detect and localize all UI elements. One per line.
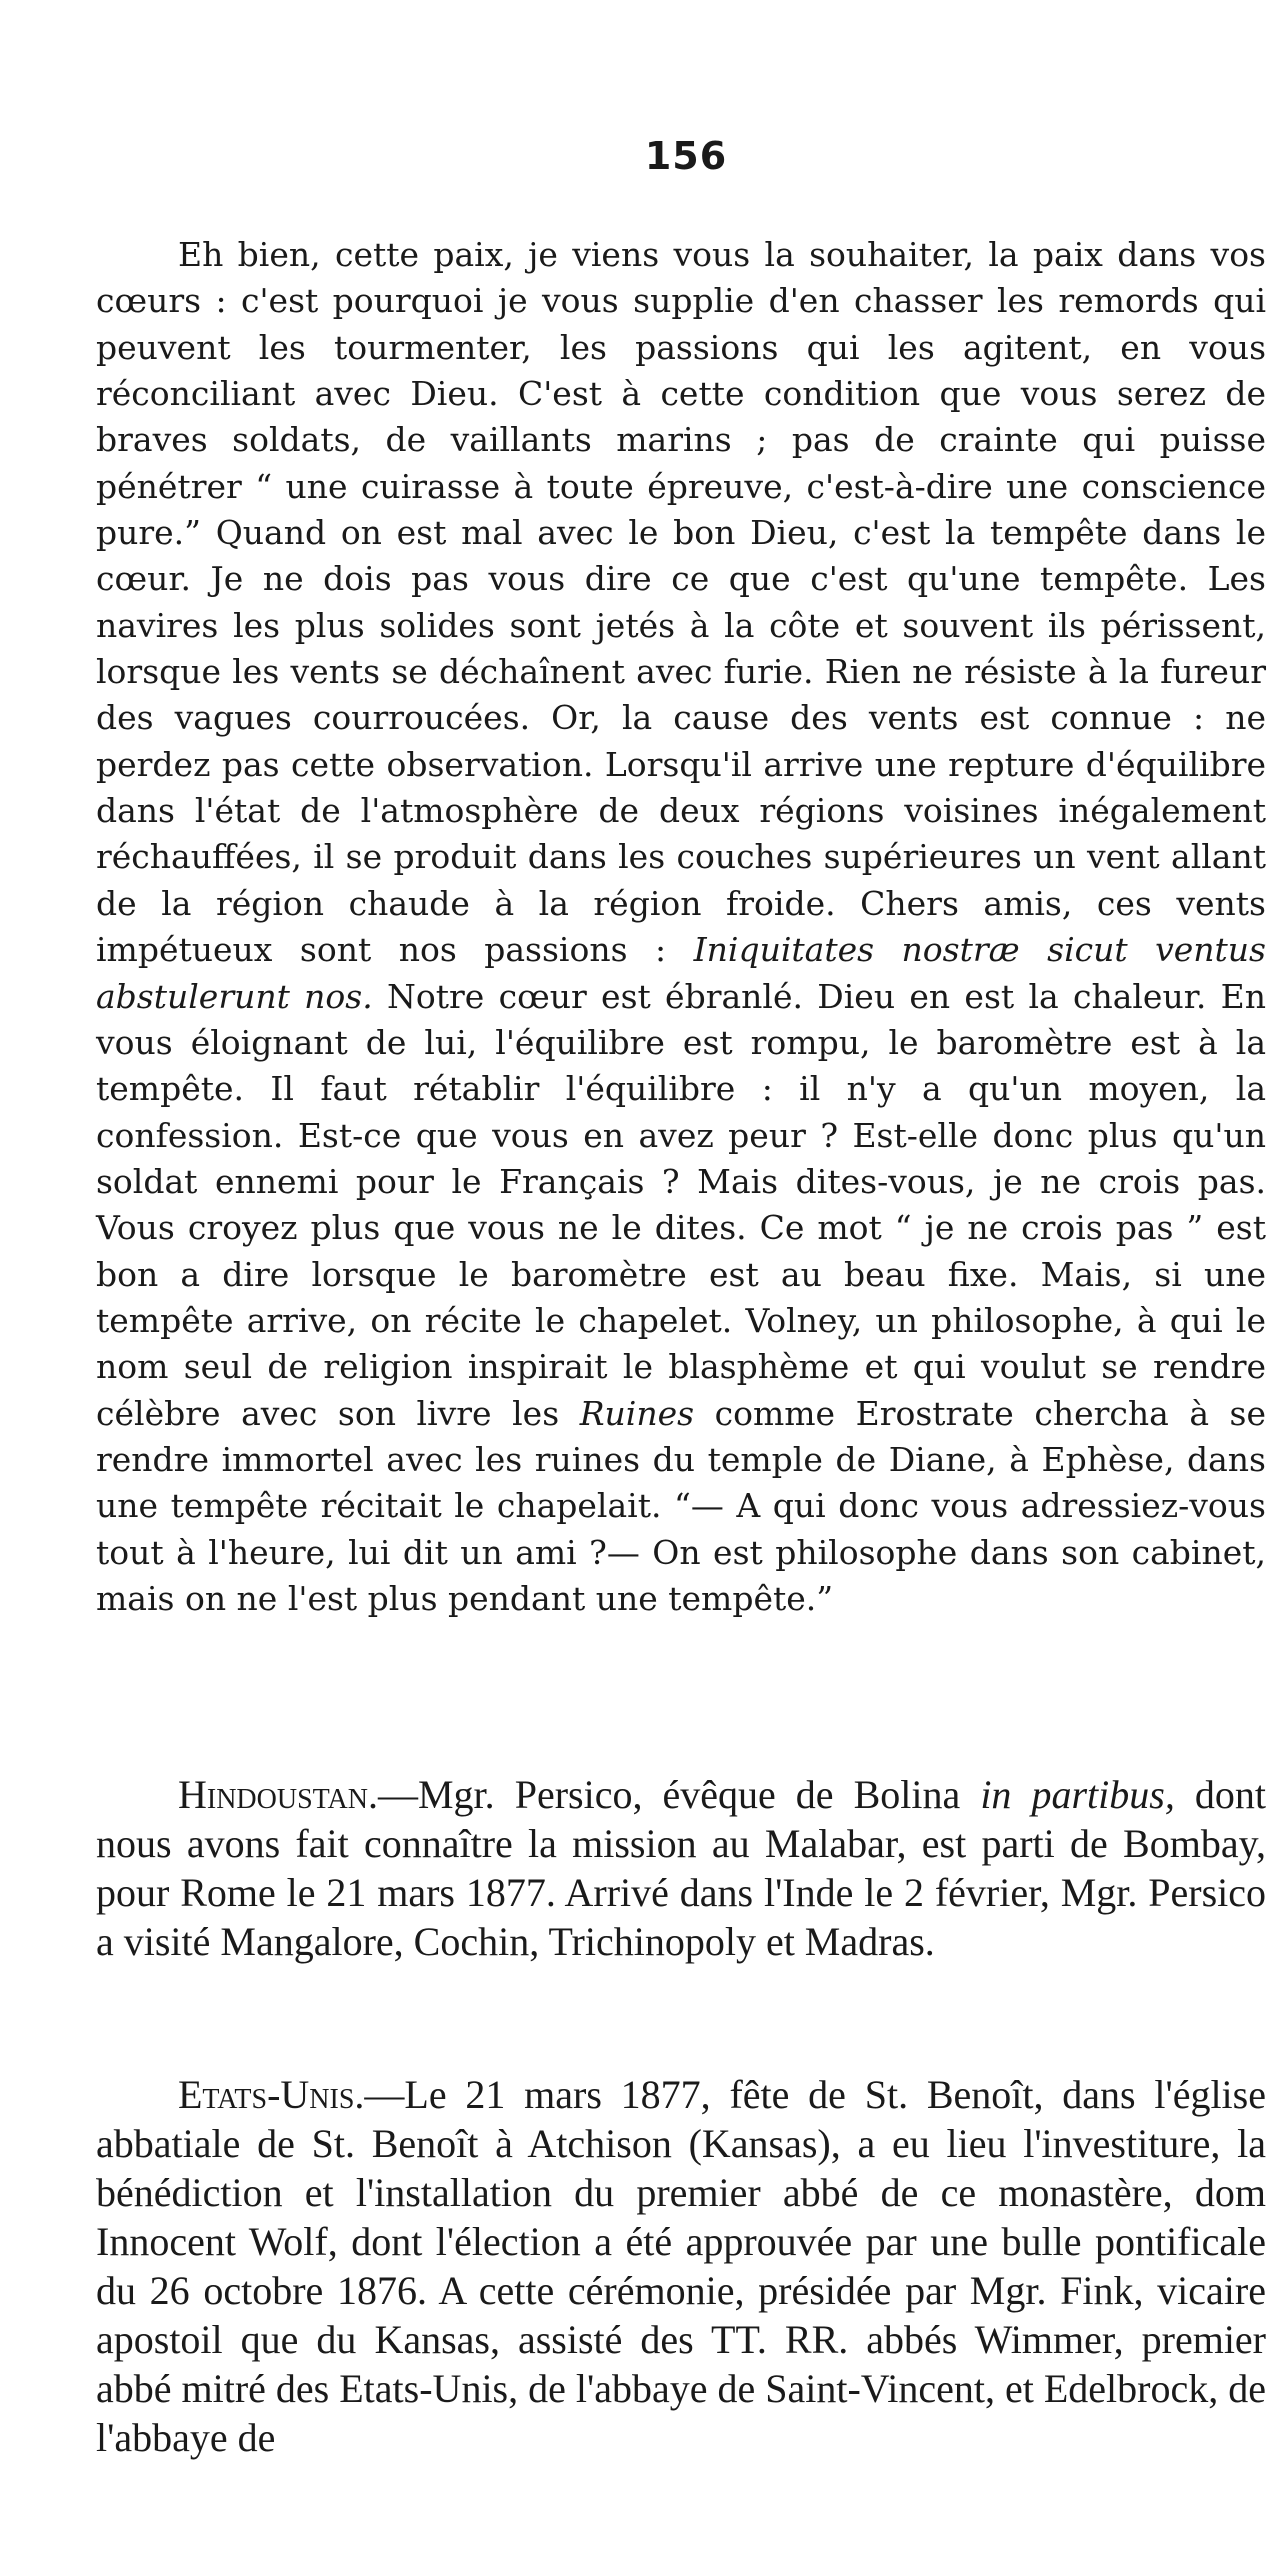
hindoustan-news-paragraph	[96, 1770, 1266, 1966]
hindoustan-text-part-2: dont nous avons fait connaître la mission au Malabar, est parti de Bombay, pour Rome le 21 mars 1877. Arrivé dans l'Inde le 2 février, Mgr. Persico a visité Mangalore, Cochin, Trichinopoly et Madras.	[96, 1772, 1267, 1964]
hindoustan-text-part-1: —Mgr. Persico, évêque de Bolina	[377, 1772, 981, 1817]
etats-unis-text: —Le 21 mars 1877, fête de St. Benoît, dans l'église abbatiale de St. Benoît à Atchison (Kansas), a eu lieu l'investiture, la bénédiction et l'installation du premier abbé de ce monastère, dom Innocent Wolf, dont l'élection a été approuvée par une bulle pontificale du 26 octobre 1876. A cette cérémonie, présidée par Mgr. Fink, vicaire apostoil que du Kansas, assisté des TT. RR. abbés Wimmer, premier abbé mitré des Etats-Unis, de l'abbaye de Saint-Vincent, et Edelbrock, de l'abbaye de	[96, 2072, 1266, 2460]
hindoustan-heading: Hindoustan.	[178, 1772, 378, 1817]
latin-phrase: in partibus,	[980, 1772, 1175, 1817]
sermon-text-part-2: Notre cœur est ébranlé. Dieu en est la chaleur. En vous éloignant de lui, l'équilibre est rompu, le baromètre est à la tempête. Il faut rétablir l'équilibre : il n'y a qu'un moyen, la confession. Est-ce que vous en avez peur ? Est-elle donc plus qu'un soldat ennemi pour le Français ? Mais dites-vous, je ne crois pas. Vous croyez plus que vous ne le dites. Ce mot “ je ne crois pas ” est bon a dire lorsque le baromètre est au beau fixe. Mais, si une tempête arrive, on récite le chapelet. Volney, un philosophe, à qui le nom seul de religion inspirait le blasphème et qui voulut se rendre célèbre avec son livre les	[96, 976, 1266, 1433]
book-title: Ruines	[579, 1393, 695, 1433]
sermon-text-part-3: comme Erostrate chercha à se rendre immortel avec les ruines du temple de Diane, à Ephèse, dans une tempête récitait le chapelait. “— A qui donc vous adressiez-vous tout à l'heure, lui dit un ami ?— On est philosophe dans son cabinet, mais on ne l'est plus pendant une tempête.”	[96, 1393, 1267, 1618]
latin-quotation: Iniquitates nostræ sicut ventus abstulerunt nos.	[96, 930, 1266, 1016]
sermon-paragraph	[96, 232, 1266, 1622]
etats-unis-news-paragraph	[96, 2070, 1266, 2462]
page-number: 156	[644, 134, 728, 178]
sermon-text-part-1: Eh bien, cette paix, je viens vous la souhaiter, la paix dans vos cœurs : c'est pourquoi je vous supplie d'en chasser les remords qui peuvent les tourmenter, les passions qui les agitent, en vous réconciliant avec Dieu. C'est à cette condition que vous serez de braves soldats, de vaillants marins ; pas de crainte qui puisse pénétrer “ une cuirasse à toute épreuve, c'est-à-dire une conscience pure.” Quand on est mal avec le bon Dieu, c'est la tempête dans le cœur. Je ne dois pas vous dire ce que c'est qu'une tempête. Les navires les plus solides sont jetés à la côte et souvent ils périssent, lorsque les vents se déchaînent avec furie. Rien ne résiste à la fureur des vagues courroucées. Or, la cause des vents est connue : ne perdez pas cette observation. Lorsqu'il arrive une repture d'équilibre dans l'état de l'atmosphère de deux régions voisines inégalement réchauffées, il se produit dans les couches supérieures un vent allant de la région chaude à la région froide. Chers amis, ces vents impétueux sont nos passions :	[96, 235, 1266, 970]
etats-unis-heading: Etats-Unis.	[178, 2072, 365, 2117]
